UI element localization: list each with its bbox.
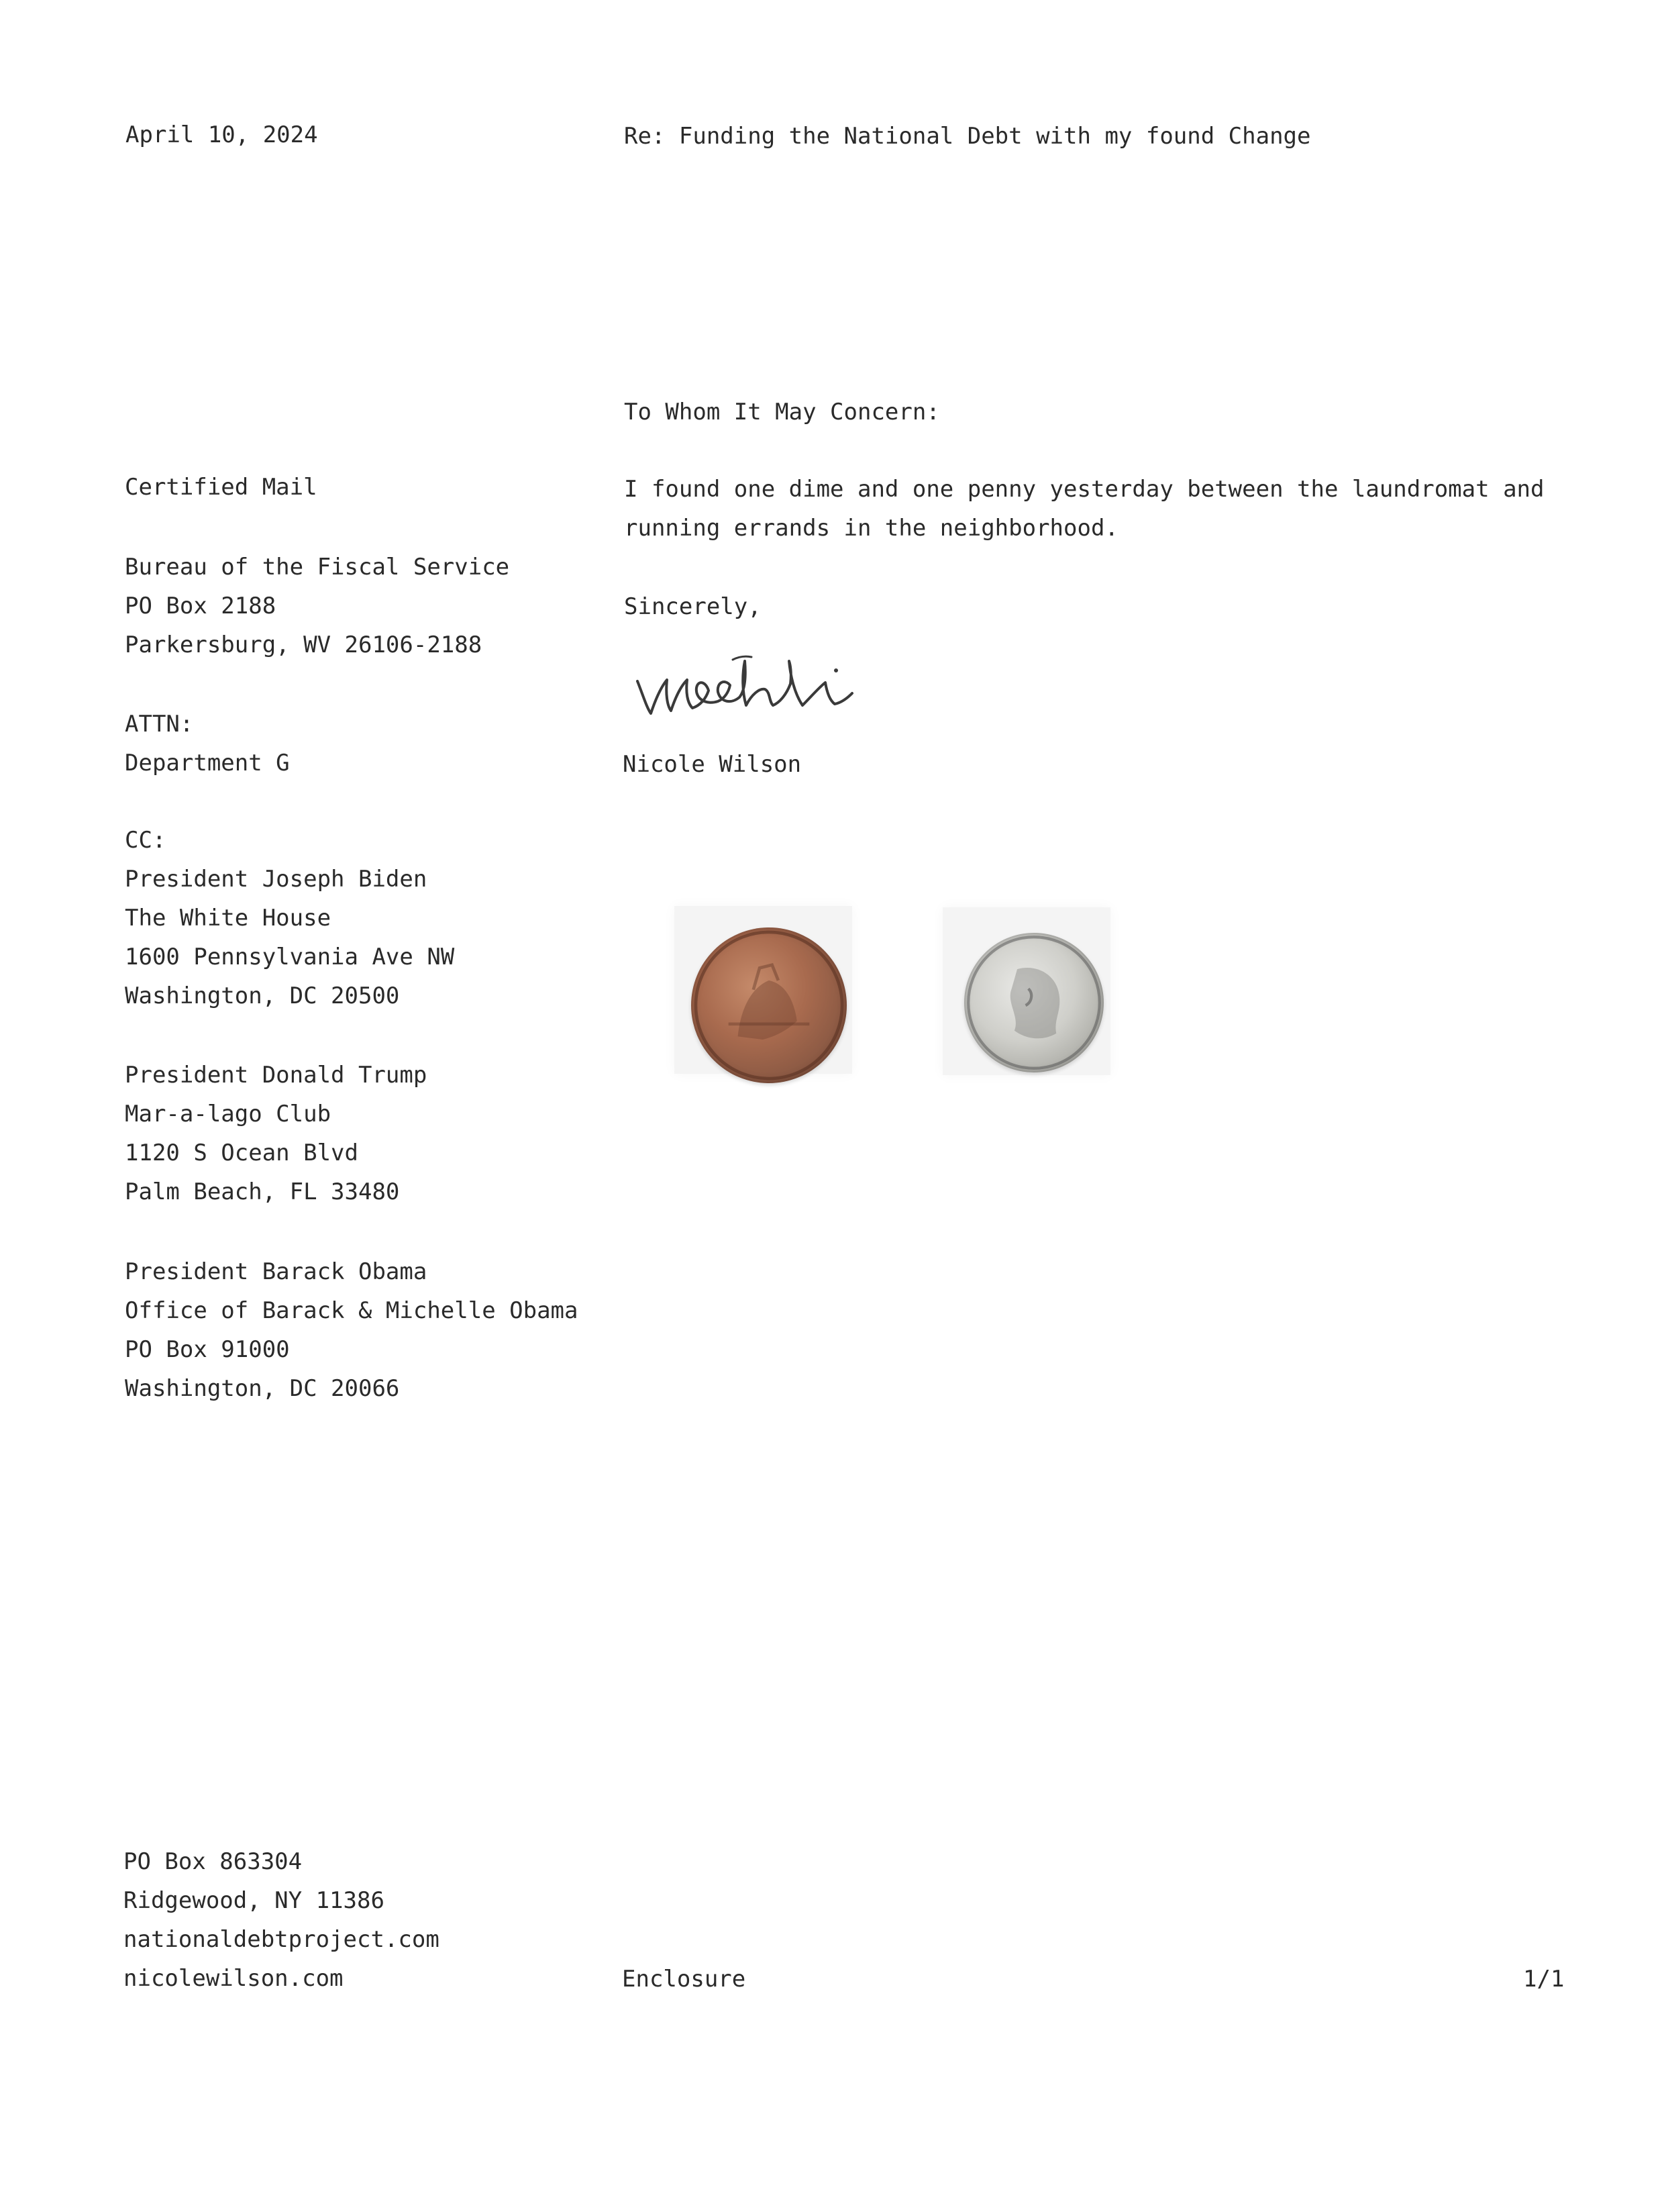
sender-address	[123, 1842, 439, 1998]
sender-website: nicolewilson.com	[123, 1965, 344, 1992]
cc-recipient	[125, 1056, 427, 1211]
enclosure-note: Enclosure	[622, 1966, 746, 1993]
address-line: Parkersburg, WV 26106-2188	[125, 632, 482, 658]
body-line: I found one dime and one penny yesterday between the laundromat and	[624, 476, 1545, 503]
cc-recipient	[125, 1252, 578, 1408]
cc-line: The White House	[125, 905, 331, 932]
letter-subject: Re: Funding the National Debt with my found Change	[624, 123, 1311, 150]
recipient-address	[125, 548, 509, 664]
sender-website: nationaldebtproject.com	[123, 1926, 439, 1953]
cc-line: President Joseph Biden	[125, 866, 427, 893]
cc-line: PO Box 91000	[125, 1336, 290, 1363]
page-number: 1/1	[1523, 1966, 1565, 1993]
letter-body	[624, 470, 1544, 548]
letter-date: April 10, 2024	[125, 121, 318, 148]
cc-line: President Donald Trump	[125, 1062, 427, 1089]
delivery-method: Certified Mail	[125, 474, 317, 501]
cc-line: 1120 S Ocean Blvd	[125, 1140, 358, 1166]
body-line: running errands in the neighborhood.	[624, 515, 1119, 542]
attention-block	[125, 705, 290, 783]
closing: Sincerely,	[624, 593, 762, 620]
cc-label: CC:	[125, 827, 166, 854]
penny-coin-icon	[691, 927, 847, 1083]
address-line: Bureau of the Fiscal Service	[125, 554, 510, 581]
attn-label: ATTN:	[125, 711, 194, 738]
signer-name: Nicole Wilson	[623, 751, 802, 778]
dime-coin-icon	[964, 933, 1104, 1072]
cc-line: 1600 Pennsylvania Ave NW	[125, 944, 455, 970]
signature-image	[631, 641, 980, 728]
sender-line: PO Box 863304	[123, 1848, 303, 1875]
cc-line: Palm Beach, FL 33480	[125, 1178, 400, 1205]
address-line: PO Box 2188	[125, 593, 276, 619]
cc-recipient	[125, 860, 454, 1015]
cc-line: Office of Barack & Michelle Obama	[125, 1297, 578, 1324]
sender-line: Ridgewood, NY 11386	[123, 1887, 384, 1914]
cc-line: Washington, DC 20500	[125, 983, 400, 1009]
salutation: To Whom It May Concern:	[624, 399, 940, 425]
cc-line: Washington, DC 20066	[125, 1375, 400, 1402]
cc-line: Mar-a-lago Club	[125, 1101, 331, 1127]
cc-line: President Barack Obama	[125, 1258, 427, 1285]
attn-value: Department G	[125, 750, 290, 776]
